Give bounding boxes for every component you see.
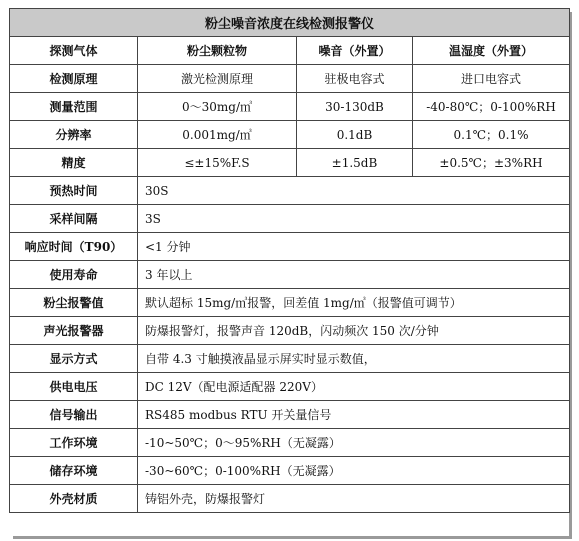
row-value: <1 分钟: [138, 233, 570, 261]
row-value: 铸铝外壳，防爆报警灯: [138, 485, 570, 513]
row-value: 0.1℃；0.1%: [413, 121, 570, 149]
header-cell: 温湿度（外置）: [413, 37, 570, 65]
row-value: 激光检测原理: [138, 65, 297, 93]
table-row: [10, 261, 570, 289]
row-label: 信号输出: [10, 401, 138, 429]
row-label: 采样间隔: [10, 205, 138, 233]
table-row: [10, 177, 570, 205]
table-row: [10, 485, 570, 513]
row-label: 精度: [10, 149, 138, 177]
header-cell: 粉尘颗粒物: [138, 37, 297, 65]
row-value: DC 12V（配电源适配器 220V）: [138, 373, 570, 401]
row-value: 3S: [138, 205, 570, 233]
row-label: 外壳材质: [10, 485, 138, 513]
row-value: ±1.5dB: [297, 149, 413, 177]
table-row: [10, 457, 570, 485]
row-label: 使用寿命: [10, 261, 138, 289]
row-label: 检测原理: [10, 65, 138, 93]
row-value: ≤±15%F.S: [138, 149, 297, 177]
row-value: 驻极电容式: [297, 65, 413, 93]
table-row: [10, 345, 570, 373]
row-value: 进口电容式: [413, 65, 570, 93]
row-label: 储存环境: [10, 457, 138, 485]
row-label: 测量范围: [10, 93, 138, 121]
row-value: 30S: [138, 177, 570, 205]
row-label: 粉尘报警值: [10, 289, 138, 317]
table-title-row: [10, 9, 570, 37]
table-row: [10, 93, 570, 121]
row-value: -10~50℃；0～95%RH（无凝露）: [138, 429, 570, 457]
row-value: 自带 4.3 寸触摸液晶显示屏实时显示数值，: [138, 345, 570, 373]
row-label: 声光报警器: [10, 317, 138, 345]
row-value: -40-80℃；0-100%RH: [413, 93, 570, 121]
header-cell: 噪音（外置）: [297, 37, 413, 65]
row-label: 预热时间: [10, 177, 138, 205]
table-title: 粉尘噪音浓度在线检测报警仪: [10, 9, 570, 37]
row-value: RS485 modbus RTU 开关量信号: [138, 401, 570, 429]
table-header-row: [10, 37, 570, 65]
row-label: 分辨率: [10, 121, 138, 149]
table-row: [10, 317, 570, 345]
row-value: 默认超标 15mg/㎥报警，回差值 1mg/㎥（报警值可调节）: [138, 289, 570, 317]
table-row: [10, 289, 570, 317]
row-value: 0～30mg/㎥: [138, 93, 297, 121]
table-row: [10, 429, 570, 457]
row-value: 30-130dB: [297, 93, 413, 121]
row-value: ±0.5℃；±3%RH: [413, 149, 570, 177]
table-shadow-bottom: [13, 536, 572, 539]
table-row: [10, 65, 570, 93]
row-value: 防爆报警灯，报警声音 120dB，闪动频次 150 次/分钟: [138, 317, 570, 345]
row-label: 显示方式: [10, 345, 138, 373]
row-value: 0.001mg/㎥: [138, 121, 297, 149]
row-value: -30~60℃；0-100%RH（无凝露）: [138, 457, 570, 485]
header-cell: 探测气体: [10, 37, 138, 65]
row-label: 供电电压: [10, 373, 138, 401]
table-row: [10, 401, 570, 429]
spec-table-container: [9, 8, 569, 513]
table-row: [10, 121, 570, 149]
table-row: [10, 205, 570, 233]
spec-table: [9, 8, 570, 513]
row-value: 0.1dB: [297, 121, 413, 149]
table-row: [10, 373, 570, 401]
row-label: 工作环境: [10, 429, 138, 457]
row-value: 3 年以上: [138, 261, 570, 289]
table-row: [10, 149, 570, 177]
table-row: [10, 233, 570, 261]
row-label: 响应时间（T90）: [10, 233, 138, 261]
